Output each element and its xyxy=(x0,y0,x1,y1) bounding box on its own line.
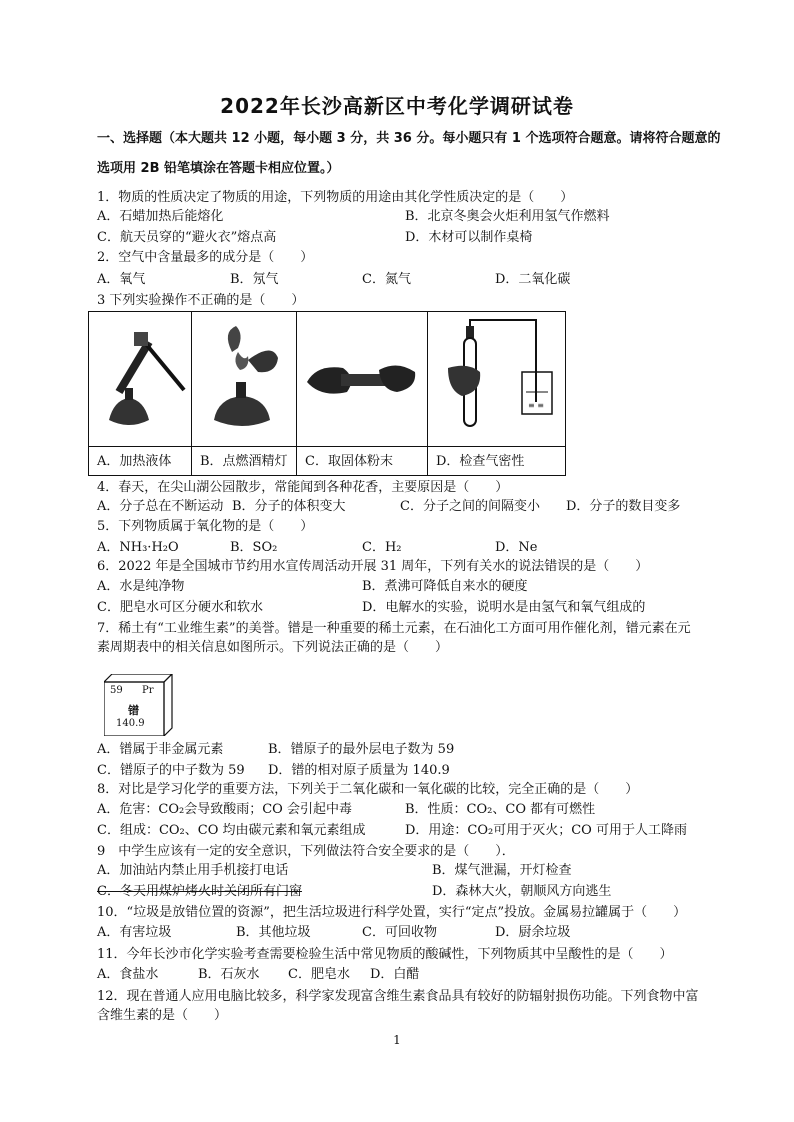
q5-option-a: A．NH₃·H₂O xyxy=(97,540,179,555)
q3-caption-c: C．取固体粉末 xyxy=(297,446,427,475)
q11-stem: 11．今年长沙市化学实验考查需要检验生活中常见物质的酸碱性，下列物质其中呈酸性的是（ ） xyxy=(97,947,673,962)
q8-option-d: D．用途：CO₂可用于灭火；CO 可用于人工降雨 xyxy=(405,823,687,838)
q7-stem-line2: 素周期表中的相关信息如图所示。下列说法正确的是（ ） xyxy=(97,640,449,655)
q11-option-c: C．肥皂水 xyxy=(288,967,350,982)
q2-option-c: C．氮气 xyxy=(362,272,411,287)
q5-option-c: C．H₂ xyxy=(362,540,402,555)
page-number: 1 xyxy=(393,1033,401,1047)
q5-stem: 5．下列物质属于氧化物的是（ ） xyxy=(97,519,314,534)
q4-option-d: D．分子的数目变多 xyxy=(566,499,681,514)
q10-option-c: C．可回收物 xyxy=(362,925,437,940)
q9-option-b: B．煤气泄漏，开灯检查 xyxy=(432,863,572,878)
element-symbol: Pr xyxy=(142,685,154,696)
q3-figure-a xyxy=(89,312,192,475)
q11-option-b: B．石灰水 xyxy=(198,967,260,982)
q1-option-a: A．石蜡加热后能熔化 xyxy=(97,209,224,224)
q11-option-a: A．食盐水 xyxy=(97,967,159,982)
q9-stem: 9 中学生应该有一定的安全意识，下列做法符合安全要求的是（ ）． xyxy=(97,844,515,859)
element-name: 镨 xyxy=(128,704,139,717)
section-instructions-line1: 一、选择题（本大题共 12 小题，每小题 3 分，共 36 分。每小题只有 1 个选项符合题意。请将符合题意的 xyxy=(97,131,721,146)
q8-option-c: C．组成：CO₂、CO 均由碳元素和氧元素组成 xyxy=(97,823,366,838)
element-atomic-number: 59 xyxy=(110,685,123,696)
q9-option-a: A．加油站内禁止用手机接打电话 xyxy=(97,863,289,878)
q1-option-d: D．木材可以制作桌椅 xyxy=(405,230,533,245)
q6-option-d: D．电解水的实验，说明水是由氢气和氧气组成的 xyxy=(362,600,646,615)
q5-option-d: D．Ne xyxy=(495,540,538,555)
q6-option-c: C．肥皂水可区分硬水和软水 xyxy=(97,600,263,615)
q9-option-c: C．冬天用煤炉烤火时关闭所有门窗 xyxy=(97,884,302,899)
q2-option-a: A．氧气 xyxy=(97,272,146,287)
q3-figure-b xyxy=(192,312,297,475)
q6-option-b: B．煮沸可降低自来水的硬度 xyxy=(362,579,528,594)
element-atomic-mass: 140.9 xyxy=(116,718,145,729)
q2-option-b: B．氖气 xyxy=(230,272,279,287)
q3-figure-c xyxy=(297,312,428,475)
taking-solid-powder-icon xyxy=(297,312,425,442)
airtightness-check-icon xyxy=(428,312,566,442)
q3-figure-d xyxy=(428,312,565,475)
praseodymium-element-card xyxy=(104,674,166,734)
q7-option-a: A．镨属于非金属元素 xyxy=(97,742,224,757)
q11-option-d: D．白醋 xyxy=(370,967,420,982)
q1-option-c: C．航天员穿的“避火衣”熔点高 xyxy=(97,230,277,245)
q10-option-a: A．有害垃圾 xyxy=(97,925,172,940)
q9-option-d: D．森林大火，朝顺风方向逃生 xyxy=(432,884,612,899)
q4-option-c: C．分子之间的间隔变小 xyxy=(400,499,540,514)
q8-option-a: A．危害：CO₂会导致酸雨；CO 会引起中毒 xyxy=(97,802,352,817)
q6-option-a: A．水是纯净物 xyxy=(97,579,185,594)
q6-stem: 6．2022 年是全国城市节约用水宣传周活动开展 31 周年，下列有关水的说法错误的是（ ） xyxy=(97,559,649,574)
q7-option-c: C．镨原子的中子数为 59 xyxy=(97,763,245,778)
q7-option-b: B．镨原子的最外层电子数为 59 xyxy=(268,742,455,757)
heating-liquid-icon xyxy=(89,312,189,442)
q4-option-b: B．分子的体积变大 xyxy=(232,499,346,514)
q8-option-b: B．性质：CO₂、CO 都有可燃性 xyxy=(405,802,596,817)
q2-stem: 2．空气中含量最多的成分是（ ） xyxy=(97,250,314,265)
q10-option-d: D．厨余垃圾 xyxy=(495,925,571,940)
q7-stem-line1: 7．稀土有“工业维生素”的美誉。镨是一种重要的稀土元素，在石油化工方面可用作催化剂，镨元素在元 xyxy=(97,621,691,636)
q2-option-d: D．二氧化碳 xyxy=(495,272,571,287)
q4-option-a: A．分子总在不断运动 xyxy=(97,499,224,514)
exam-title: 2022年长沙高新区中考化学调研试卷 xyxy=(220,94,574,118)
q10-stem: 10．“垃圾是放错位置的资源”，把生活垃圾进行科学处置，实行“定点”投放。金属易拉罐属于（ ） xyxy=(97,905,687,920)
q1-option-b: B．北京冬奥会火炬利用氢气作燃料 xyxy=(405,209,610,224)
q7-option-d: D．镨的相对原子质量为 140.9 xyxy=(268,763,450,778)
q3-caption-d: D．检查气密性 xyxy=(428,446,565,475)
q12-stem-line2: 含维生素的是（ ） xyxy=(97,1008,228,1023)
svg-text:≡ ≡: ≡ ≡ xyxy=(528,401,544,410)
q4-stem: 4．春天，在尖山湖公园散步，常能闻到各种花香，主要原因是（ ） xyxy=(97,480,509,495)
q3-figure-table xyxy=(88,311,566,476)
q10-option-b: B．其他垃圾 xyxy=(236,925,311,940)
section-instructions-line2: 选项用 2B 铅笔填涂在答题卡相应位置。） xyxy=(97,161,340,176)
q3-caption-b: B．点燃酒精灯 xyxy=(192,446,296,475)
q3-stem: 3 下列实验操作不正确的是（ ） xyxy=(97,293,305,308)
q8-stem: 8．对比是学习化学的重要方法，下列关于二氧化碳和一氧化碳的比较，完全正确的是（ ） xyxy=(97,782,639,797)
q12-stem-line1: 12．现在普通人应用电脑比较多，科学家发现富含维生素食品具有较好的防辐射损伤功能。下列食物中富 xyxy=(97,989,699,1004)
q5-option-b: B．SO₂ xyxy=(230,540,278,555)
q3-caption-a: A．加热液体 xyxy=(89,446,191,475)
q1-stem: 1．物质的性质决定了物质的用途，下列物质的用途由其化学性质决定的是（ ） xyxy=(97,190,574,205)
lighting-alcohol-lamp-icon xyxy=(192,312,294,442)
